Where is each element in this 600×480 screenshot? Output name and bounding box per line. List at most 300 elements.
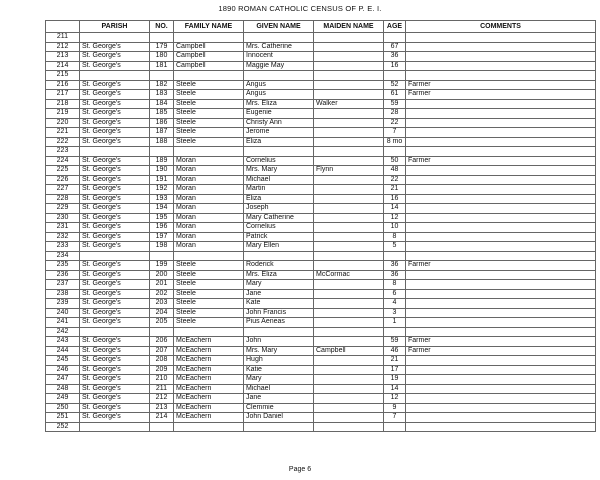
given-name-cell	[244, 422, 314, 432]
family-name-cell: McEachern	[174, 394, 244, 404]
maiden-name-cell	[314, 52, 384, 62]
family-name-cell: Steele	[174, 80, 244, 90]
age-cell: 59	[384, 99, 406, 109]
row-number-cell: 217	[46, 90, 80, 100]
table-row	[46, 403, 596, 413]
family-name-cell: Steele	[174, 261, 244, 271]
comments-cell	[406, 356, 596, 366]
parish-cell: St. George's	[80, 318, 150, 328]
maiden-name-cell	[314, 356, 384, 366]
family-name-cell: Moran	[174, 185, 244, 195]
given-name-cell	[244, 327, 314, 337]
table-row	[46, 61, 596, 71]
maiden-name-cell	[314, 280, 384, 290]
given-name-cell: Eliza	[244, 194, 314, 204]
maiden-name-cell	[314, 327, 384, 337]
column-header-maiden-name: MAIDEN NAME	[314, 21, 384, 33]
table-row	[46, 242, 596, 252]
family-name-cell	[174, 251, 244, 261]
given-name-cell	[244, 147, 314, 157]
table-row	[46, 99, 596, 109]
parish-cell: St. George's	[80, 403, 150, 413]
table-row	[46, 147, 596, 157]
age-cell: 16	[384, 61, 406, 71]
age-cell: 12	[384, 213, 406, 223]
census-table	[45, 20, 596, 432]
given-name-cell	[244, 33, 314, 43]
comments-cell	[406, 194, 596, 204]
no-cell: 181	[150, 61, 174, 71]
given-name-cell: John Daniel	[244, 413, 314, 423]
no-cell: 187	[150, 128, 174, 138]
no-cell: 188	[150, 137, 174, 147]
family-name-cell	[174, 147, 244, 157]
table-row	[46, 356, 596, 366]
family-name-cell	[174, 71, 244, 81]
given-name-cell: Angus	[244, 90, 314, 100]
table-row	[46, 166, 596, 176]
parish-cell: St. George's	[80, 109, 150, 119]
row-number-cell: 215	[46, 71, 80, 81]
maiden-name-cell	[314, 204, 384, 214]
maiden-name-cell	[314, 223, 384, 233]
family-name-cell: Moran	[174, 232, 244, 242]
table-row	[46, 185, 596, 195]
parish-cell: St. George's	[80, 299, 150, 309]
maiden-name-cell	[314, 384, 384, 394]
no-cell: 208	[150, 356, 174, 366]
given-name-cell: Cornelius	[244, 223, 314, 233]
no-cell: 190	[150, 166, 174, 176]
comments-cell	[406, 289, 596, 299]
maiden-name-cell	[314, 422, 384, 432]
comments-cell: Farmer	[406, 337, 596, 347]
parish-cell	[80, 327, 150, 337]
page-number: Page 6	[288, 466, 312, 473]
maiden-name-cell: Flynn	[314, 166, 384, 176]
no-cell: 211	[150, 384, 174, 394]
row-number-cell: 242	[46, 327, 80, 337]
age-cell: 67	[384, 42, 406, 52]
column-header-age: AGE	[384, 21, 406, 33]
comments-cell	[406, 137, 596, 147]
table-row	[46, 261, 596, 271]
family-name-cell: McEachern	[174, 337, 244, 347]
age-cell: 46	[384, 346, 406, 356]
family-name-cell: Steele	[174, 280, 244, 290]
age-cell	[384, 327, 406, 337]
family-name-cell: McEachern	[174, 375, 244, 385]
family-name-cell: Steele	[174, 270, 244, 280]
family-name-cell: Steele	[174, 137, 244, 147]
maiden-name-cell	[314, 61, 384, 71]
table-row	[46, 118, 596, 128]
row-number-cell: 225	[46, 166, 80, 176]
comments-cell	[406, 384, 596, 394]
family-name-cell: Campbell	[174, 52, 244, 62]
no-cell	[150, 251, 174, 261]
page-title: 1890 ROMAN CATHOLIC CENSUS OF P. E. I.	[218, 4, 382, 13]
comments-cell	[406, 270, 596, 280]
maiden-name-cell	[314, 175, 384, 185]
header-row	[46, 21, 596, 33]
row-number-cell: 216	[46, 80, 80, 90]
maiden-name-cell	[314, 80, 384, 90]
age-cell: 36	[384, 261, 406, 271]
parish-cell: St. George's	[80, 204, 150, 214]
comments-cell	[406, 204, 596, 214]
parish-cell: St. George's	[80, 365, 150, 375]
maiden-name-cell	[314, 375, 384, 385]
comments-cell: Farmer	[406, 346, 596, 356]
parish-cell	[80, 71, 150, 81]
row-number-cell: 230	[46, 213, 80, 223]
no-cell: 205	[150, 318, 174, 328]
no-cell: 192	[150, 185, 174, 195]
table-row	[46, 394, 596, 404]
age-cell: 5	[384, 242, 406, 252]
parish-cell: St. George's	[80, 308, 150, 318]
given-name-cell: Patrick	[244, 232, 314, 242]
no-cell	[150, 422, 174, 432]
column-header-row-number	[46, 21, 80, 33]
family-name-cell: Steele	[174, 318, 244, 328]
table-row	[46, 204, 596, 214]
age-cell: 50	[384, 156, 406, 166]
table-row	[46, 194, 596, 204]
no-cell: 200	[150, 270, 174, 280]
no-cell	[150, 327, 174, 337]
comments-cell	[406, 422, 596, 432]
table-row	[46, 33, 596, 43]
row-number-cell: 229	[46, 204, 80, 214]
age-cell: 14	[384, 384, 406, 394]
maiden-name-cell	[314, 71, 384, 81]
given-name-cell: Jane	[244, 394, 314, 404]
comments-cell	[406, 33, 596, 43]
family-name-cell: McEachern	[174, 384, 244, 394]
row-number-cell: 252	[46, 422, 80, 432]
table-row	[46, 90, 596, 100]
table-row	[46, 289, 596, 299]
comments-cell	[406, 118, 596, 128]
maiden-name-cell: Walker	[314, 99, 384, 109]
no-cell: 193	[150, 194, 174, 204]
comments-cell	[406, 213, 596, 223]
no-cell: 213	[150, 403, 174, 413]
row-number-cell: 246	[46, 365, 80, 375]
maiden-name-cell	[314, 128, 384, 138]
row-number-cell: 240	[46, 308, 80, 318]
row-number-cell: 245	[46, 356, 80, 366]
parish-cell: St. George's	[80, 394, 150, 404]
no-cell: 182	[150, 80, 174, 90]
comments-cell	[406, 128, 596, 138]
given-name-cell: Mrs. Eliza	[244, 270, 314, 280]
row-number-cell: 218	[46, 99, 80, 109]
comments-cell: Farmer	[406, 90, 596, 100]
given-name-cell: Eugenie	[244, 109, 314, 119]
column-header-comments: COMMENTS	[406, 21, 596, 33]
row-number-cell: 244	[46, 346, 80, 356]
table-row	[46, 223, 596, 233]
maiden-name-cell	[314, 318, 384, 328]
given-name-cell: Roderick	[244, 261, 314, 271]
given-name-cell	[244, 71, 314, 81]
parish-cell	[80, 422, 150, 432]
maiden-name-cell	[314, 90, 384, 100]
maiden-name-cell: McCormac	[314, 270, 384, 280]
row-number-cell: 224	[46, 156, 80, 166]
row-number-cell: 222	[46, 137, 80, 147]
row-number-cell: 236	[46, 270, 80, 280]
age-cell	[384, 422, 406, 432]
age-cell: 28	[384, 109, 406, 119]
no-cell: 194	[150, 204, 174, 214]
comments-cell	[406, 242, 596, 252]
given-name-cell: Mary	[244, 280, 314, 290]
age-cell: 14	[384, 204, 406, 214]
no-cell	[150, 71, 174, 81]
no-cell: 209	[150, 365, 174, 375]
maiden-name-cell	[314, 308, 384, 318]
family-name-cell	[174, 422, 244, 432]
row-number-cell: 223	[46, 147, 80, 157]
table-row	[46, 128, 596, 138]
no-cell: 196	[150, 223, 174, 233]
age-cell: 4	[384, 299, 406, 309]
no-cell: 210	[150, 375, 174, 385]
given-name-cell: Mary	[244, 375, 314, 385]
maiden-name-cell	[314, 137, 384, 147]
table-row	[46, 52, 596, 62]
comments-cell	[406, 394, 596, 404]
parish-cell: St. George's	[80, 223, 150, 233]
maiden-name-cell	[314, 403, 384, 413]
family-name-cell: Moran	[174, 194, 244, 204]
maiden-name-cell	[314, 242, 384, 252]
comments-cell: Farmer	[406, 261, 596, 271]
no-cell: 184	[150, 99, 174, 109]
age-cell: 12	[384, 394, 406, 404]
no-cell	[150, 33, 174, 43]
no-cell: 185	[150, 109, 174, 119]
row-number-cell: 235	[46, 261, 80, 271]
parish-cell: St. George's	[80, 356, 150, 366]
given-name-cell: Mary Catherine	[244, 213, 314, 223]
given-name-cell: Mrs. Mary	[244, 166, 314, 176]
column-header-family-name: FAMILY NAME	[174, 21, 244, 33]
family-name-cell: McEachern	[174, 356, 244, 366]
age-cell: 17	[384, 365, 406, 375]
comments-cell	[406, 251, 596, 261]
family-name-cell: Steele	[174, 128, 244, 138]
table-row	[46, 413, 596, 423]
parish-cell: St. George's	[80, 270, 150, 280]
family-name-cell: Steele	[174, 118, 244, 128]
table-row	[46, 308, 596, 318]
row-number-cell: 228	[46, 194, 80, 204]
maiden-name-cell	[314, 299, 384, 309]
comments-cell	[406, 308, 596, 318]
parish-cell: St. George's	[80, 118, 150, 128]
family-name-cell	[174, 327, 244, 337]
comments-cell	[406, 318, 596, 328]
given-name-cell: Katie	[244, 365, 314, 375]
family-name-cell: Steele	[174, 299, 244, 309]
given-name-cell: Joseph	[244, 204, 314, 214]
row-number-cell: 250	[46, 403, 80, 413]
no-cell: 183	[150, 90, 174, 100]
given-name-cell: Jane	[244, 289, 314, 299]
no-cell: 195	[150, 213, 174, 223]
parish-cell: St. George's	[80, 61, 150, 71]
maiden-name-cell	[314, 109, 384, 119]
maiden-name-cell	[314, 251, 384, 261]
comments-cell	[406, 375, 596, 385]
row-number-cell: 249	[46, 394, 80, 404]
table-row	[46, 137, 596, 147]
table-row	[46, 42, 596, 52]
row-number-cell: 220	[46, 118, 80, 128]
family-name-cell: McEachern	[174, 346, 244, 356]
comments-cell	[406, 175, 596, 185]
row-number-cell: 231	[46, 223, 80, 233]
age-cell: 52	[384, 80, 406, 90]
row-number-cell: 239	[46, 299, 80, 309]
no-cell: 204	[150, 308, 174, 318]
age-cell: 3	[384, 308, 406, 318]
given-name-cell	[244, 251, 314, 261]
given-name-cell: John Francis	[244, 308, 314, 318]
parish-cell: St. George's	[80, 261, 150, 271]
maiden-name-cell	[314, 413, 384, 423]
family-name-cell	[174, 33, 244, 43]
parish-cell: St. George's	[80, 289, 150, 299]
maiden-name-cell	[314, 365, 384, 375]
no-cell: 186	[150, 118, 174, 128]
given-name-cell: Michael	[244, 175, 314, 185]
given-name-cell: Martin	[244, 185, 314, 195]
table-row	[46, 318, 596, 328]
family-name-cell: Moran	[174, 242, 244, 252]
parish-cell: St. George's	[80, 232, 150, 242]
given-name-cell: Mrs. Eliza	[244, 99, 314, 109]
table-row	[46, 251, 596, 261]
row-number-cell: 227	[46, 185, 80, 195]
parish-cell: St. George's	[80, 185, 150, 195]
table-row	[46, 270, 596, 280]
no-cell: 191	[150, 175, 174, 185]
age-cell	[384, 33, 406, 43]
given-name-cell: John	[244, 337, 314, 347]
age-cell: 22	[384, 175, 406, 185]
row-number-cell: 232	[46, 232, 80, 242]
comments-cell	[406, 42, 596, 52]
parish-cell: St. George's	[80, 90, 150, 100]
maiden-name-cell	[314, 185, 384, 195]
comments-cell	[406, 223, 596, 233]
family-name-cell: Campbell	[174, 61, 244, 71]
age-cell: 36	[384, 270, 406, 280]
age-cell	[384, 71, 406, 81]
given-name-cell: Michael	[244, 384, 314, 394]
no-cell: 197	[150, 232, 174, 242]
comments-cell	[406, 403, 596, 413]
row-number-cell: 219	[46, 109, 80, 119]
table-row	[46, 71, 596, 81]
table-row	[46, 384, 596, 394]
row-number-cell: 233	[46, 242, 80, 252]
row-number-cell: 234	[46, 251, 80, 261]
comments-cell	[406, 61, 596, 71]
age-cell: 22	[384, 118, 406, 128]
maiden-name-cell	[314, 232, 384, 242]
comments-cell	[406, 232, 596, 242]
maiden-name-cell	[314, 289, 384, 299]
family-name-cell: Moran	[174, 204, 244, 214]
table-row	[46, 365, 596, 375]
age-cell: 61	[384, 90, 406, 100]
table-row	[46, 422, 596, 432]
parish-cell: St. George's	[80, 346, 150, 356]
table-row	[46, 346, 596, 356]
given-name-cell: Mrs. Mary	[244, 346, 314, 356]
parish-cell: St. George's	[80, 242, 150, 252]
maiden-name-cell: Campbell	[314, 346, 384, 356]
parish-cell	[80, 147, 150, 157]
maiden-name-cell	[314, 42, 384, 52]
maiden-name-cell	[314, 394, 384, 404]
given-name-cell: Mary Ellen	[244, 242, 314, 252]
no-cell: 199	[150, 261, 174, 271]
age-cell	[384, 251, 406, 261]
comments-cell	[406, 99, 596, 109]
row-number-cell: 226	[46, 175, 80, 185]
given-name-cell: Jerome	[244, 128, 314, 138]
age-cell: 8 mo	[384, 137, 406, 147]
row-number-cell: 237	[46, 280, 80, 290]
family-name-cell: Moran	[174, 166, 244, 176]
family-name-cell: Campbell	[174, 42, 244, 52]
age-cell: 10	[384, 223, 406, 233]
maiden-name-cell	[314, 33, 384, 43]
table-row	[46, 109, 596, 119]
row-number-cell: 212	[46, 42, 80, 52]
no-cell: 214	[150, 413, 174, 423]
age-cell: 21	[384, 185, 406, 195]
comments-cell	[406, 109, 596, 119]
comments-cell	[406, 52, 596, 62]
row-number-cell: 214	[46, 61, 80, 71]
maiden-name-cell	[314, 194, 384, 204]
given-name-cell: Maggie May	[244, 61, 314, 71]
row-number-cell: 247	[46, 375, 80, 385]
age-cell: 19	[384, 375, 406, 385]
table-row	[46, 375, 596, 385]
parish-cell: St. George's	[80, 156, 150, 166]
given-name-cell: Innocent	[244, 52, 314, 62]
maiden-name-cell	[314, 213, 384, 223]
comments-cell	[406, 365, 596, 375]
given-name-cell: Cornelius	[244, 156, 314, 166]
parish-cell: St. George's	[80, 166, 150, 176]
comments-cell	[406, 327, 596, 337]
age-cell: 9	[384, 403, 406, 413]
no-cell: 207	[150, 346, 174, 356]
age-cell: 8	[384, 232, 406, 242]
row-number-cell: 241	[46, 318, 80, 328]
